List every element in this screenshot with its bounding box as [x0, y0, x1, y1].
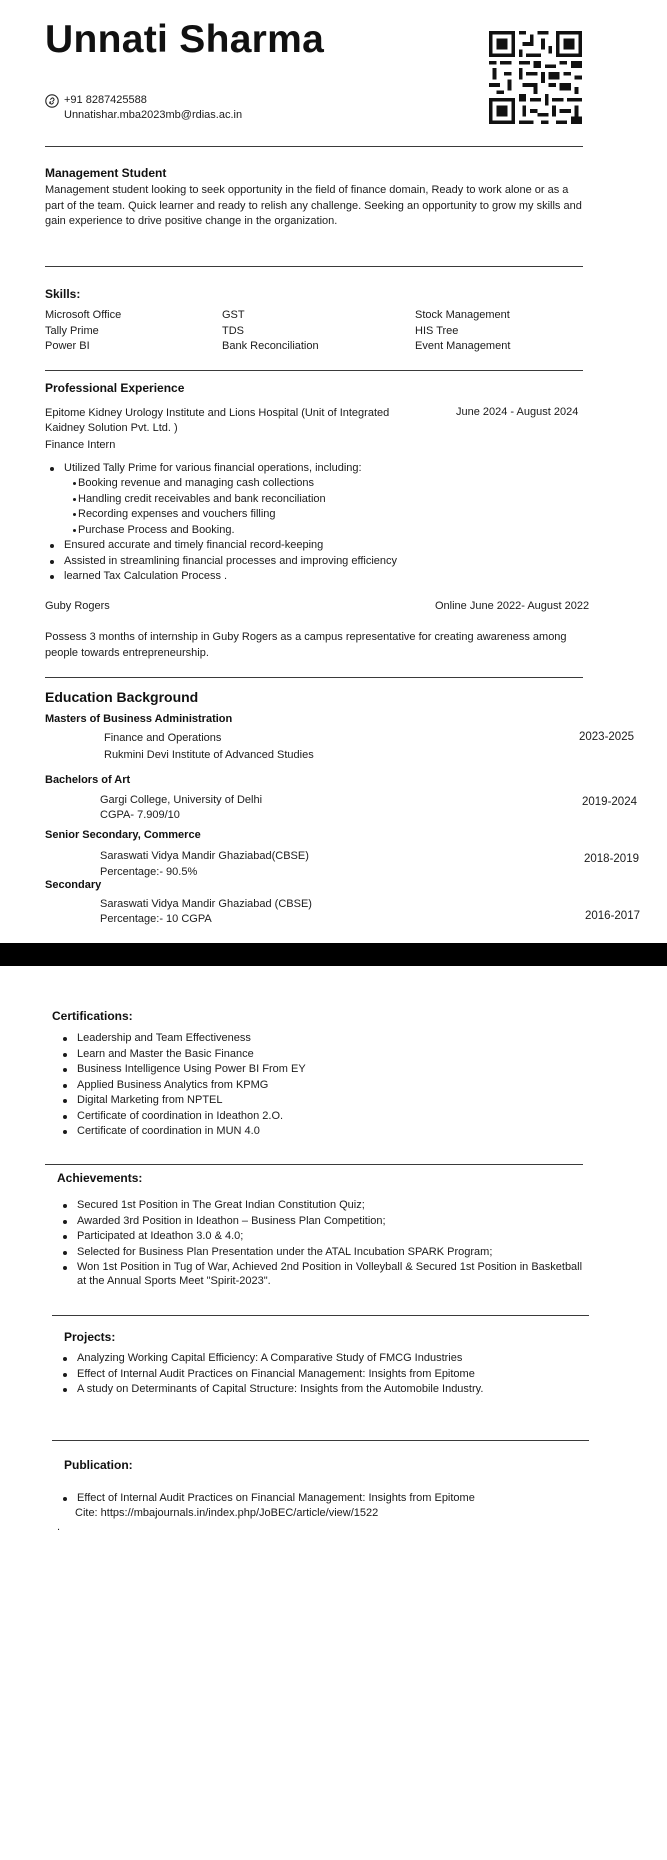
education-title: Education Background — [45, 689, 199, 705]
qr-code-icon[interactable] — [489, 31, 582, 124]
list-item: Won 1st Position in Tug of War, Achieved 2nd Position in Volleyball & Secured 1st Position in Basketball — [58, 1260, 582, 1276]
skills-row — [45, 340, 585, 356]
list-item: Learn and Master the Basic Finance — [58, 1047, 306, 1063]
publication-cite[interactable]: Cite: https://mbajournals.in/index.php/JoBEC/article/view/1522 — [75, 1507, 379, 1519]
contact-block — [45, 93, 242, 123]
edu-ba-years: 2019-2024 — [582, 796, 637, 808]
experience-title: Professional Experience — [45, 381, 185, 395]
skills-row — [45, 325, 585, 341]
edu-senior-line1: Saraswati Vidya Mandir Ghaziabad(CBSE) — [100, 850, 309, 862]
list-item: Effect of Internal Audit Practices on Financial Management: Insights from Epitome — [58, 1367, 483, 1383]
skills-title: Skills: — [45, 287, 81, 301]
divider — [45, 146, 583, 147]
divider — [52, 1440, 589, 1441]
summary-text: Management student looking to seek opportunity in the field of finance domain, Ready to work alone or as a part of the team. Quick learner and ready to relish any challenge. Seeking an opportunity to grow my skills and gain experience to drive positive change in the organization. — [45, 184, 582, 227]
edu-senior-line2: Percentage:- 90.5% — [100, 866, 198, 878]
edu-senior-degree: Senior Secondary, Commerce — [45, 829, 201, 841]
certifications-title: Certifications: — [52, 1009, 133, 1023]
job2-dates: Online June 2022- August 2022 — [435, 600, 590, 612]
edu-secondary-line1: Saraswati Vidya Mandir Ghaziabad (CBSE) — [100, 898, 312, 910]
list-item: Secured 1st Position in The Great Indian Constitution Quiz; — [58, 1198, 582, 1214]
list-item: Participated at Ideathon 3.0 & 4.0; — [58, 1229, 582, 1245]
publication-list — [58, 1491, 475, 1507]
job1-dates: June 2024 - August 2024 — [456, 406, 579, 418]
list-item: Business Intelligence Using Power BI From EY — [58, 1062, 306, 1078]
divider — [45, 266, 583, 267]
edu-mba-degree: Masters of Business Administration — [45, 713, 233, 725]
link-icon — [45, 94, 59, 108]
stray-dot: . — [57, 1521, 61, 1533]
achievements-title: Achievements: — [57, 1171, 143, 1185]
edu-ba-line1: Gargi College, University of Delhi — [100, 794, 263, 806]
list-item: Handling credit receivables and bank reconciliation — [45, 492, 326, 508]
job1-org-line2: Kaidney Solution Pvt. Ltd. ) — [45, 422, 178, 434]
skills-row — [45, 309, 585, 325]
list-item: Leadership and Team Effectiveness — [58, 1031, 306, 1047]
list-item: Assisted in streamlining financial processes and improving efficiency — [45, 554, 397, 570]
list-item: Awarded 3rd Position in Ideathon – Business Plan Competition; — [58, 1214, 582, 1230]
edu-senior-years: 2018-2019 — [584, 853, 639, 865]
list-item: Selected for Business Plan Presentation under the ATAL Incubation SPARK Program; — [58, 1245, 582, 1261]
job1-sub-bullets — [45, 476, 326, 538]
job2-org: Guby Rogers — [45, 600, 110, 612]
skill-item: Microsoft Office — [45, 309, 122, 321]
list-item: Effect of Internal Audit Practices on Financial Management: Insights from Epitome — [58, 1491, 475, 1507]
projects-list — [58, 1351, 483, 1398]
edu-mba-years: 2023-2025 — [579, 731, 634, 743]
skill-item: Tally Prime — [45, 324, 99, 337]
achievements-list — [58, 1198, 582, 1276]
job2-text: Possess 3 months of internship in Guby Rogers as a campus representative for creating awareness among people towards entrepreneurship. — [45, 631, 567, 659]
edu-ba-degree: Bachelors of Art — [45, 774, 131, 786]
list-item: Recording expenses and vouchers filling — [45, 507, 326, 523]
projects-title: Projects: — [64, 1330, 116, 1344]
list-item: Certificate of coordination in Ideathon 2.O. — [58, 1109, 306, 1125]
list-item: Utilized Tally Prime for various financial operations, including: — [45, 461, 362, 477]
achievement-continued: at the Annual Sports Meet "Spirit-2023". — [77, 1275, 271, 1287]
list-item: Ensured accurate and timely financial record-keeping — [45, 538, 397, 554]
edu-secondary-degree: Secondary — [45, 879, 102, 891]
skills-grid — [45, 309, 585, 356]
edu-mba-line1: Finance and Operations — [104, 732, 222, 744]
summary-title: Management Student — [45, 166, 167, 180]
divider — [52, 1315, 589, 1316]
job1-role: Finance Intern — [45, 439, 116, 451]
job1-org-line1: Epitome Kidney Urology Institute and Lions Hospital (Unit of Integrated — [45, 407, 390, 419]
list-item: Booking revenue and managing cash collections — [45, 476, 326, 492]
edu-ba-line2: CGPA- 7.909/10 — [100, 809, 180, 821]
phone-number[interactable]: +91 8287425588 — [64, 94, 147, 106]
list-item: Certificate of coordination in MUN 4.0 — [58, 1124, 306, 1140]
divider — [45, 1164, 583, 1165]
job1-more-bullets — [45, 538, 397, 585]
list-item: Analyzing Working Capital Efficiency: A Comparative Study of FMCG Industries — [58, 1351, 483, 1367]
list-item: Applied Business Analytics from KPMG — [58, 1078, 306, 1094]
list-item: Purchase Process and Booking. — [45, 523, 326, 539]
edu-secondary-line2: Percentage:- 10 CGPA — [100, 913, 212, 925]
email-address[interactable]: Unnatishar.mba2023mb@rdias.ac.in — [64, 109, 243, 121]
publication-title: Publication: — [64, 1458, 133, 1472]
job1-bullets — [45, 461, 362, 477]
skill-item: HIS Tree — [415, 324, 459, 337]
edu-mba-line2: Rukmini Devi Institute of Advanced Studies — [104, 749, 314, 761]
page-break — [0, 943, 667, 966]
list-item: learned Tax Calculation Process . — [45, 569, 397, 585]
skill-item: Power BI — [45, 340, 90, 352]
divider — [45, 370, 583, 371]
edu-secondary-years: 2016-2017 — [585, 910, 640, 922]
skill-item: TDS — [222, 324, 244, 337]
skill-item: GST — [222, 309, 245, 321]
candidate-name: Unnati Sharma — [45, 18, 325, 61]
list-item: Digital Marketing from NPTEL — [58, 1093, 306, 1109]
divider — [45, 677, 583, 678]
list-item: A study on Determinants of Capital Structure: Insights from the Automobile Industry. — [58, 1382, 483, 1398]
skill-item: Bank Reconciliation — [222, 340, 319, 352]
skill-item: Stock Management — [415, 309, 510, 321]
skill-item: Event Management — [415, 340, 511, 352]
certifications-list — [58, 1031, 306, 1140]
